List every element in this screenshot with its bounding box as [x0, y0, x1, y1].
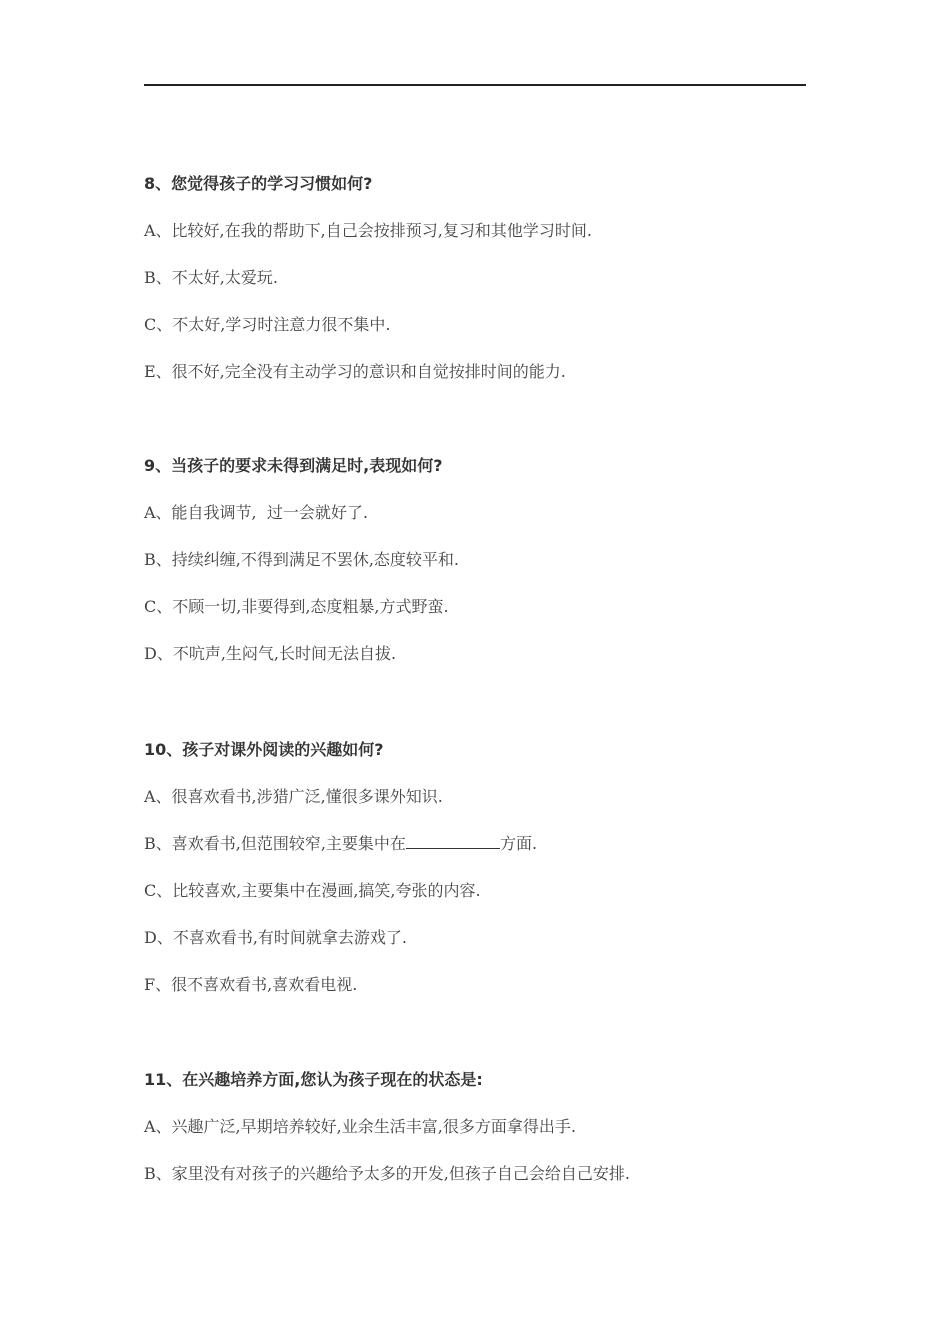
question-9 — [144, 456, 824, 691]
option-c: C、比较喜欢,主要集中在漫画,搞笑,夸张的内容. — [144, 881, 481, 900]
option-d: D、不吭声,生闷气,长时间无法自拔. — [144, 644, 397, 663]
question-11 — [144, 1070, 824, 1211]
option-b-text: B、喜欢看书,但范围较窄,主要集中在 — [144, 834, 406, 853]
option-e: E、很不好,完全没有主动学习的意识和自觉按排时间的能力. — [144, 362, 566, 381]
question-8 — [144, 174, 824, 409]
option-d: D、不喜欢看书,有时间就拿去游戏了. — [144, 928, 408, 947]
option-c: C、不顾一切,非要得到,态度粗暴,方式野蛮. — [144, 597, 449, 616]
question-title: 9、当孩子的要求未得到满足时,表现如何? — [144, 456, 443, 475]
question-title: 11、在兴趣培养方面,您认为孩子现在的状态是: — [144, 1070, 483, 1089]
option-a: A、能自我调节, 过一会就好了. — [144, 503, 368, 522]
option-b: B、家里没有对孩子的兴趣给予太多的开发,但孩子自己会给自己安排. — [144, 1164, 630, 1183]
option-f: F、很不喜欢看书,喜欢看电视. — [144, 975, 358, 994]
header-rule — [144, 84, 806, 86]
option-c: C、不太好,学习时注意力很不集中. — [144, 315, 391, 334]
option-a: A、很喜欢看书,涉猎广泛,懂很多课外知识. — [144, 787, 443, 806]
option-b: B、持续纠缠,不得到满足不罢休,态度较平和. — [144, 550, 460, 569]
option-a: A、兴趣广泛,早期培养较好,业余生活丰富,很多方面拿得出手. — [144, 1117, 576, 1136]
question-10 — [144, 740, 824, 1022]
question-title: 8、您觉得孩子的学习习惯如何? — [144, 174, 373, 193]
option-b: B、不太好,太爱玩. — [144, 268, 278, 287]
option-a: A、比较好,在我的帮助下,自己会按排预习,复习和其他学习时间. — [144, 221, 592, 240]
option-b — [144, 834, 824, 854]
option-b-suffix: 方面. — [499, 834, 538, 853]
fill-in-blank — [406, 834, 500, 849]
question-title: 10、孩子对课外阅读的兴趣如何? — [144, 740, 384, 759]
